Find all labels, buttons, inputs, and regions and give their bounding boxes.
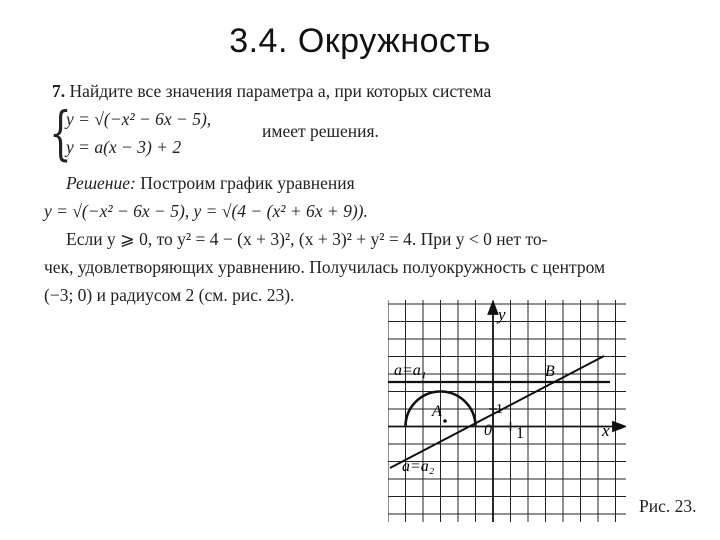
point-B-label: B: [545, 363, 555, 380]
solution-line-4: чек, удовлетворяющих уравнению. Получилась полуокружность с центром: [44, 257, 606, 277]
system-equation-2: y = a(x − 3) + 2: [66, 137, 182, 157]
solution-text-1: Построим график уравнения: [140, 173, 355, 193]
figure-caption: Рис. 23.: [639, 496, 697, 516]
origin-label: 0: [484, 422, 492, 439]
problem-statement: Найдите все значения параметра a, при которых система: [69, 81, 492, 101]
system-brace: {: [49, 99, 72, 167]
solution-label: Решение:: [66, 173, 136, 193]
system-tail: имеет решения.: [262, 121, 379, 141]
solution-line-1: [66, 172, 355, 194]
axis-y-label: y: [498, 305, 506, 324]
slide-title: 3.4. Окружность: [229, 22, 491, 60]
solution-line-3: Если y ⩾ 0, то y² = 4 − (x + 3)², (x + 3)² + y² = 4. При y < 0 нет то-: [66, 229, 548, 249]
figure-23: [388, 300, 626, 522]
axes: [388, 302, 625, 522]
unit-x-label: 1: [516, 425, 524, 442]
system-equation-1: y = √(−x² − 6x − 5),: [66, 109, 212, 129]
axis-x-label: x: [602, 421, 610, 440]
solution-line-5: (−3; 0) и радиусом 2 (см. рис. 23).: [44, 285, 295, 305]
x-axis-arrow: [613, 422, 625, 431]
point-A-dot: [443, 419, 447, 423]
point-A-label: A: [432, 403, 442, 420]
label-a2: a=a₂: [402, 458, 435, 475]
unit-y-label: 1: [496, 402, 503, 417]
solution-line-2: y = √(−x² − 6x − 5), y = √(4 − (x² + 6x + 9)).: [44, 201, 368, 221]
grid: [388, 300, 626, 522]
problem-number: 7.: [52, 81, 66, 101]
problem-statement-line: [52, 80, 491, 102]
label-a1: a=a₁: [394, 362, 427, 379]
